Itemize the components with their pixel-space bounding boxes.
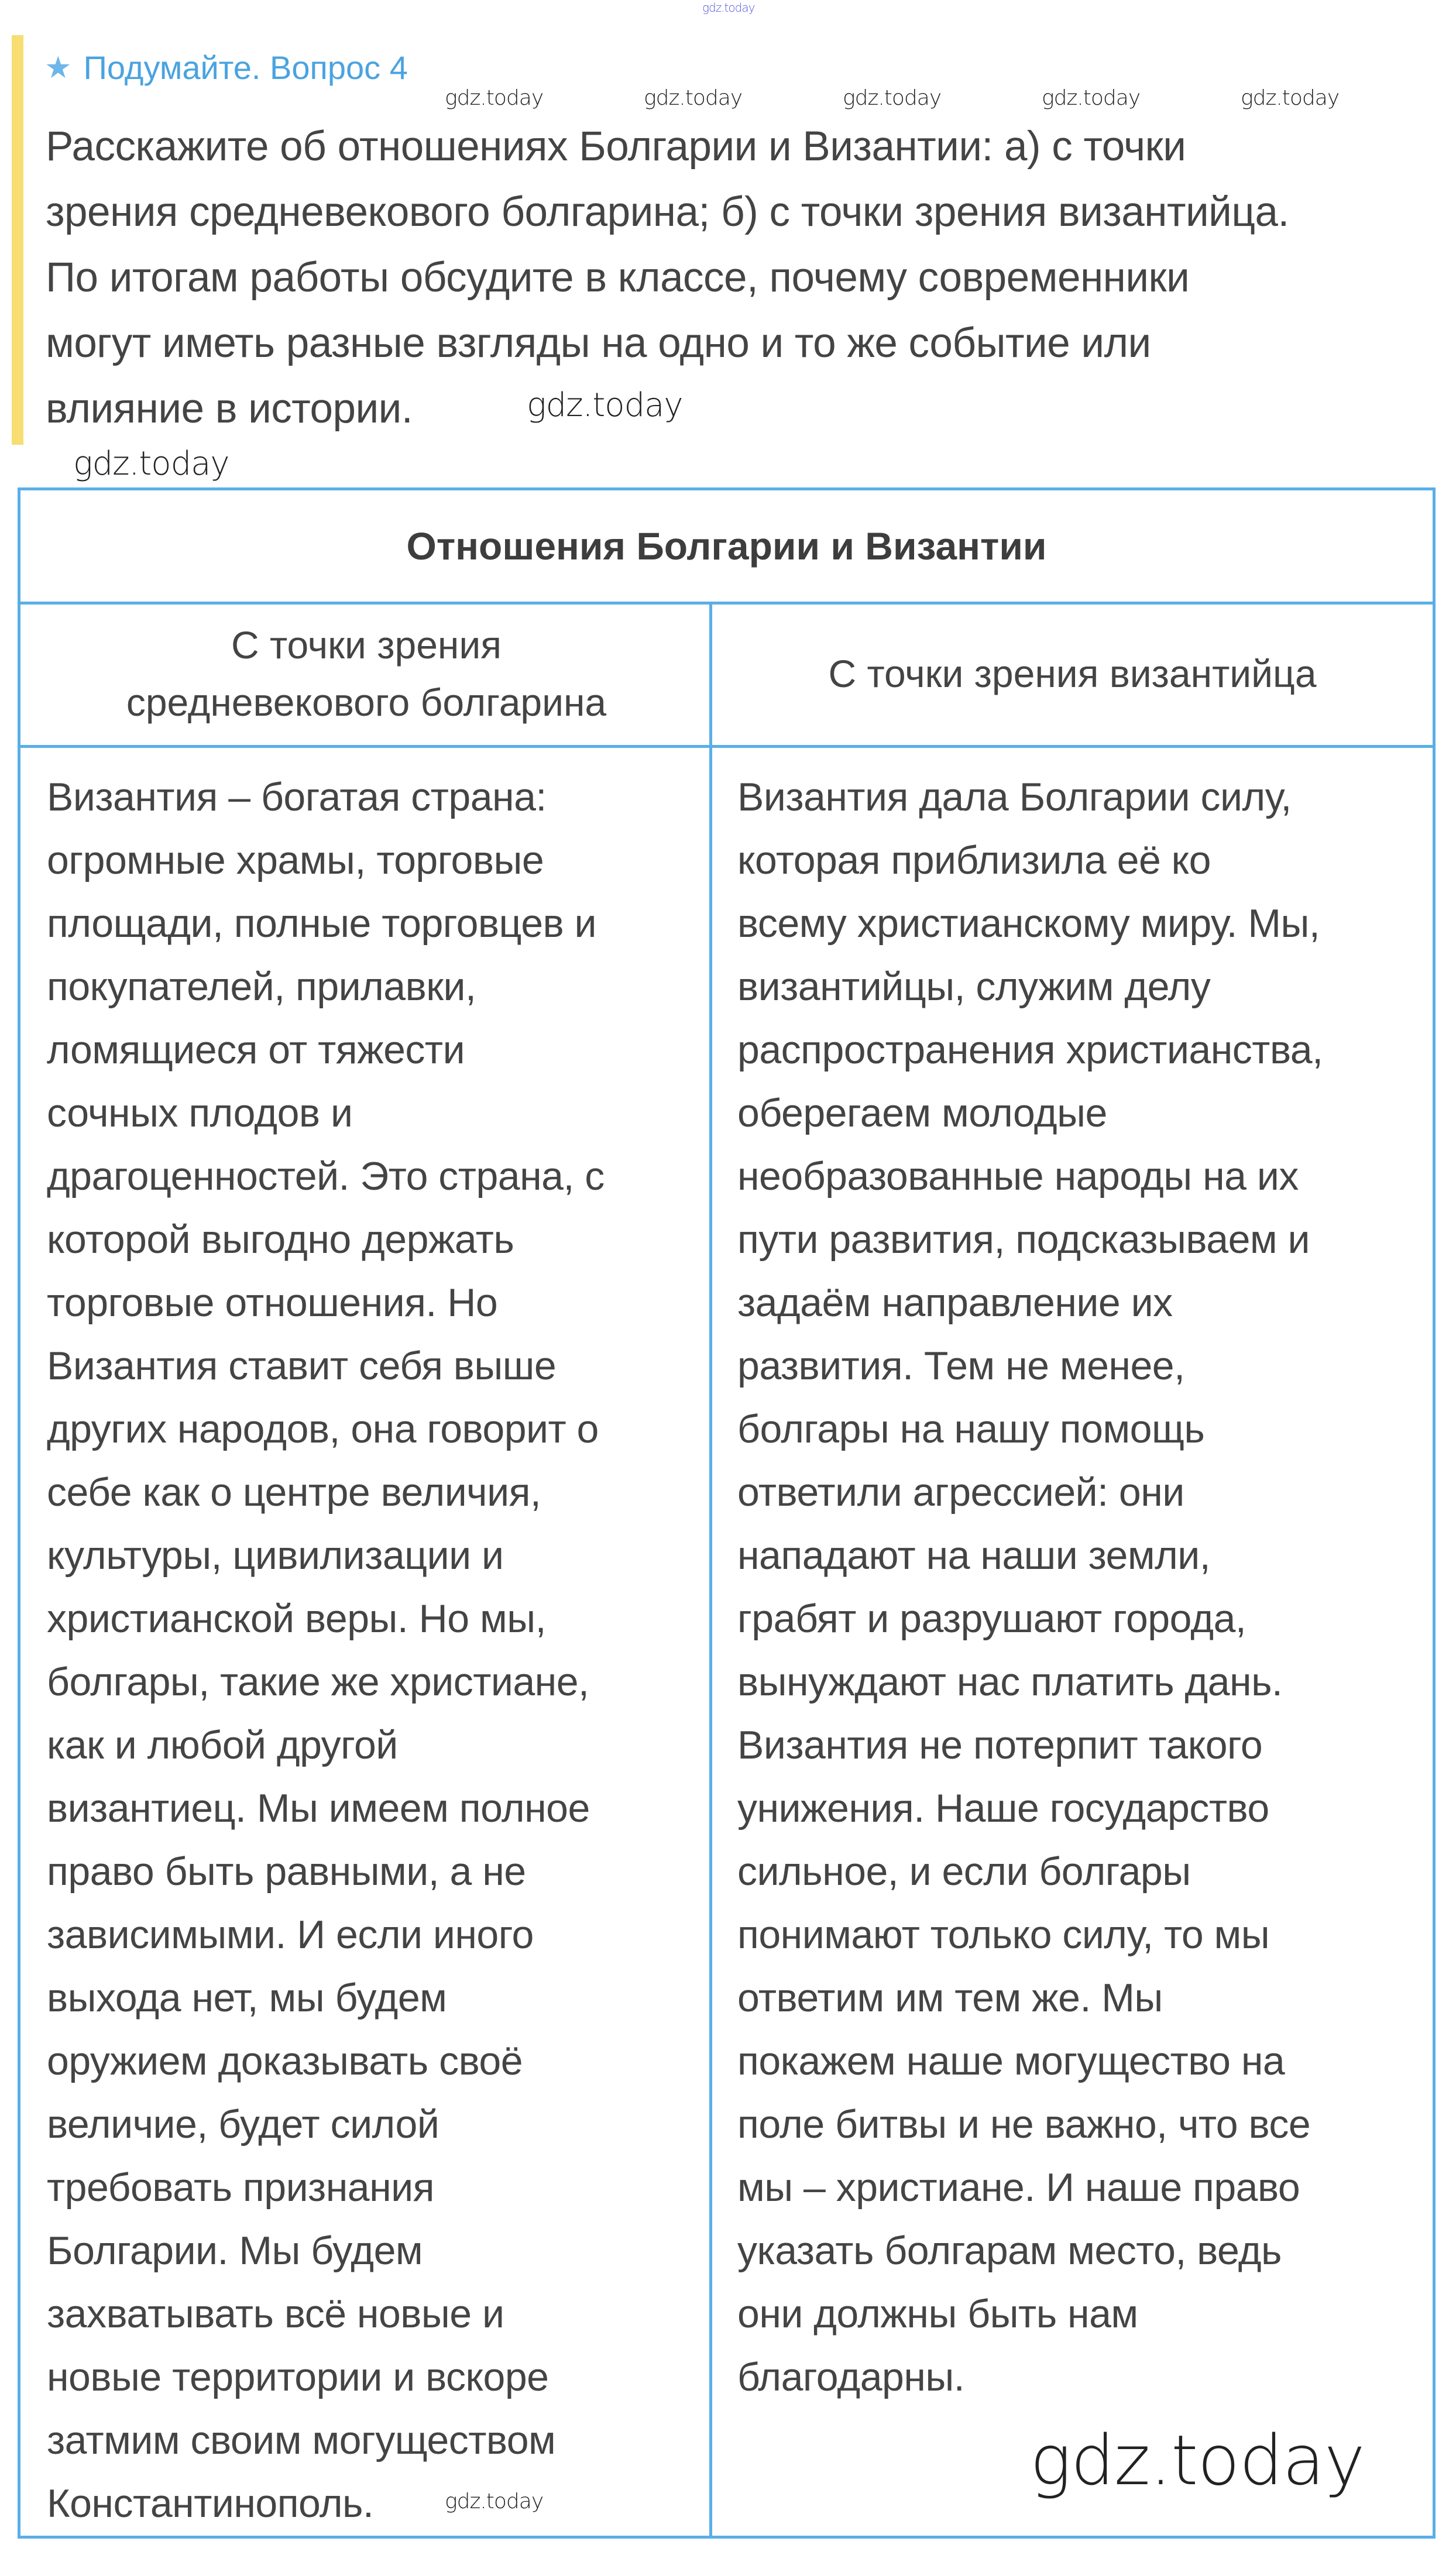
bulgarian-view-cell <box>47 765 605 2535</box>
cell-text-line: которой выгодно держать <box>47 1217 514 1262</box>
column-header-bulgarian <box>20 602 712 748</box>
cell-text-line: ответили агрессией: они <box>737 1470 1184 1515</box>
cell-text-line: задаём направление их <box>737 1280 1173 1325</box>
question-line: могут иметь разные взгляды на одно и то же событие или <box>46 320 1151 366</box>
watermark: gdz.today <box>843 86 942 110</box>
question-line: Расскажите об отношениях Болгарии и Византии: а) с точки <box>46 123 1186 170</box>
cell-text-line: указать болгарам место, ведь <box>737 2228 1282 2273</box>
cell-text-line: поле битвы и не важно, что все <box>737 2102 1311 2147</box>
cell-text-line: нападают на наши земли, <box>737 1533 1211 1578</box>
task-title <box>44 49 408 87</box>
cell-text-line: право быть равными, а не <box>47 1849 526 1894</box>
cell-text-line: площади, полные торговцев и <box>47 901 597 946</box>
column-header-line: С точки зрения <box>231 623 502 667</box>
cell-text-line: унижения. Наше государство <box>737 1786 1269 1831</box>
watermark: gdz.today <box>644 86 743 110</box>
cell-text-line: выхода нет, мы будем <box>47 1976 447 2020</box>
cell-text-line: себе как о центре величия, <box>47 1470 541 1515</box>
watermark: gdz.today <box>445 86 544 110</box>
cell-text-line: болгары на нашу помощь <box>737 1407 1205 1451</box>
cell-text-line: вынуждают нас платить дань. <box>737 1660 1283 1704</box>
cell-text-line: оберегаем молодые <box>737 1091 1107 1135</box>
cell-text-line: пути развития, подсказываем и <box>737 1217 1310 1262</box>
cell-text-line: как и любой другой <box>47 1723 398 1767</box>
question-line: зрения средневекового болгарина; б) с точки зрения византийца. <box>46 189 1289 235</box>
cell-text-line: мы – христиане. И наше право <box>737 2165 1300 2210</box>
column-divider <box>709 602 712 2536</box>
watermark: gdz.today <box>73 445 229 483</box>
cell-text-line: болгары, такие же христиане, <box>47 1660 589 1704</box>
cell-text-line: всему христианскому миру. Мы, <box>737 901 1320 946</box>
cell-text-line: требовать признания <box>47 2165 434 2210</box>
cell-text-line: захватывать всё новые и <box>47 2292 504 2336</box>
cell-text-line: величие, будет силой <box>47 2102 439 2147</box>
cell-text-line: которая приблизила её ко <box>737 838 1211 882</box>
cell-text-line: зависимыми. И если иного <box>47 1912 534 1957</box>
cell-text-line: Византия – богатая страна: <box>47 775 547 819</box>
cell-text-line: византийцы, служим делу <box>737 964 1211 1009</box>
watermark: gdz.today <box>1241 86 1340 110</box>
cell-text-line: покупателей, прилавки, <box>47 964 476 1009</box>
cell-text-line: оружием доказывать своё <box>47 2039 523 2083</box>
column-header-line: средневекового болгарина <box>126 680 607 724</box>
cell-text-line: грабят и разрушают города, <box>737 1596 1246 1641</box>
cell-text-line: византиец. Мы имеем полное <box>47 1786 590 1831</box>
cell-text-line: благодарны. <box>737 2355 965 2399</box>
cell-text-line: Византия дала Болгарии силу, <box>737 775 1292 819</box>
question-text <box>46 114 1450 442</box>
cell-text-line: необразованные народы на их <box>737 1154 1299 1198</box>
cell-text-line: христианской веры. Но мы, <box>47 1596 547 1641</box>
column-header-byzantine: С точки зрения византийца <box>712 602 1433 748</box>
cell-text-line: развития. Тем не менее, <box>737 1344 1185 1388</box>
watermark: gdz.today <box>527 386 683 424</box>
question-line: влияние в истории. <box>46 386 413 432</box>
task-title-text: Подумайте. Вопрос 4 <box>83 49 408 86</box>
cell-text-line: Византия ставит себя выше <box>47 1344 557 1388</box>
watermark: gdz.today <box>445 2489 544 2513</box>
relations-table <box>18 487 1436 2539</box>
cell-text-line: они должны быть нам <box>737 2292 1138 2336</box>
cell-text-line: сильное, и если болгары <box>737 1849 1191 1894</box>
cell-text-line: драгоценностей. Это страна, с <box>47 1154 605 1198</box>
cell-text-line: Константинополь. <box>47 2481 374 2526</box>
cell-text-line: культуры, цивилизации и <box>47 1533 504 1578</box>
cell-text-line: понимают только силу, то мы <box>737 1912 1270 1957</box>
cell-text-line: покажем наше могущество на <box>737 2039 1285 2083</box>
cell-text-line: сочных плодов и <box>47 1091 353 1135</box>
cell-text-line: распространения христианства, <box>737 1028 1323 1072</box>
watermark: gdz.today <box>1030 2420 1365 2501</box>
cell-text-line: торговые отношения. Но <box>47 1280 498 1325</box>
cell-text-line: Византия не потерпит такого <box>737 1723 1263 1767</box>
accent-bar <box>12 35 23 445</box>
cell-text-line: новые территории и вскоре <box>47 2355 549 2399</box>
cell-text-line: ломящиеся от тяжести <box>47 1028 465 1072</box>
cell-text-line: Болгарии. Мы будем <box>47 2228 423 2273</box>
table-title: Отношения Болгарии и Византии <box>20 490 1433 605</box>
cell-text-line: ответим им тем же. Мы <box>737 1976 1163 2020</box>
cell-text-line: затмим своим могуществом <box>47 2418 556 2463</box>
cell-text-line: огромные храмы, торговые <box>47 838 544 882</box>
cell-text-line: других народов, она говорит о <box>47 1407 599 1451</box>
byzantine-view-cell <box>737 765 1323 2409</box>
question-line: По итогам работы обсудите в классе, почему современники <box>46 255 1190 301</box>
star-icon: ★ <box>44 51 72 85</box>
watermark: gdz.today <box>1042 86 1141 110</box>
watermark: gdz.today <box>702 1 755 15</box>
